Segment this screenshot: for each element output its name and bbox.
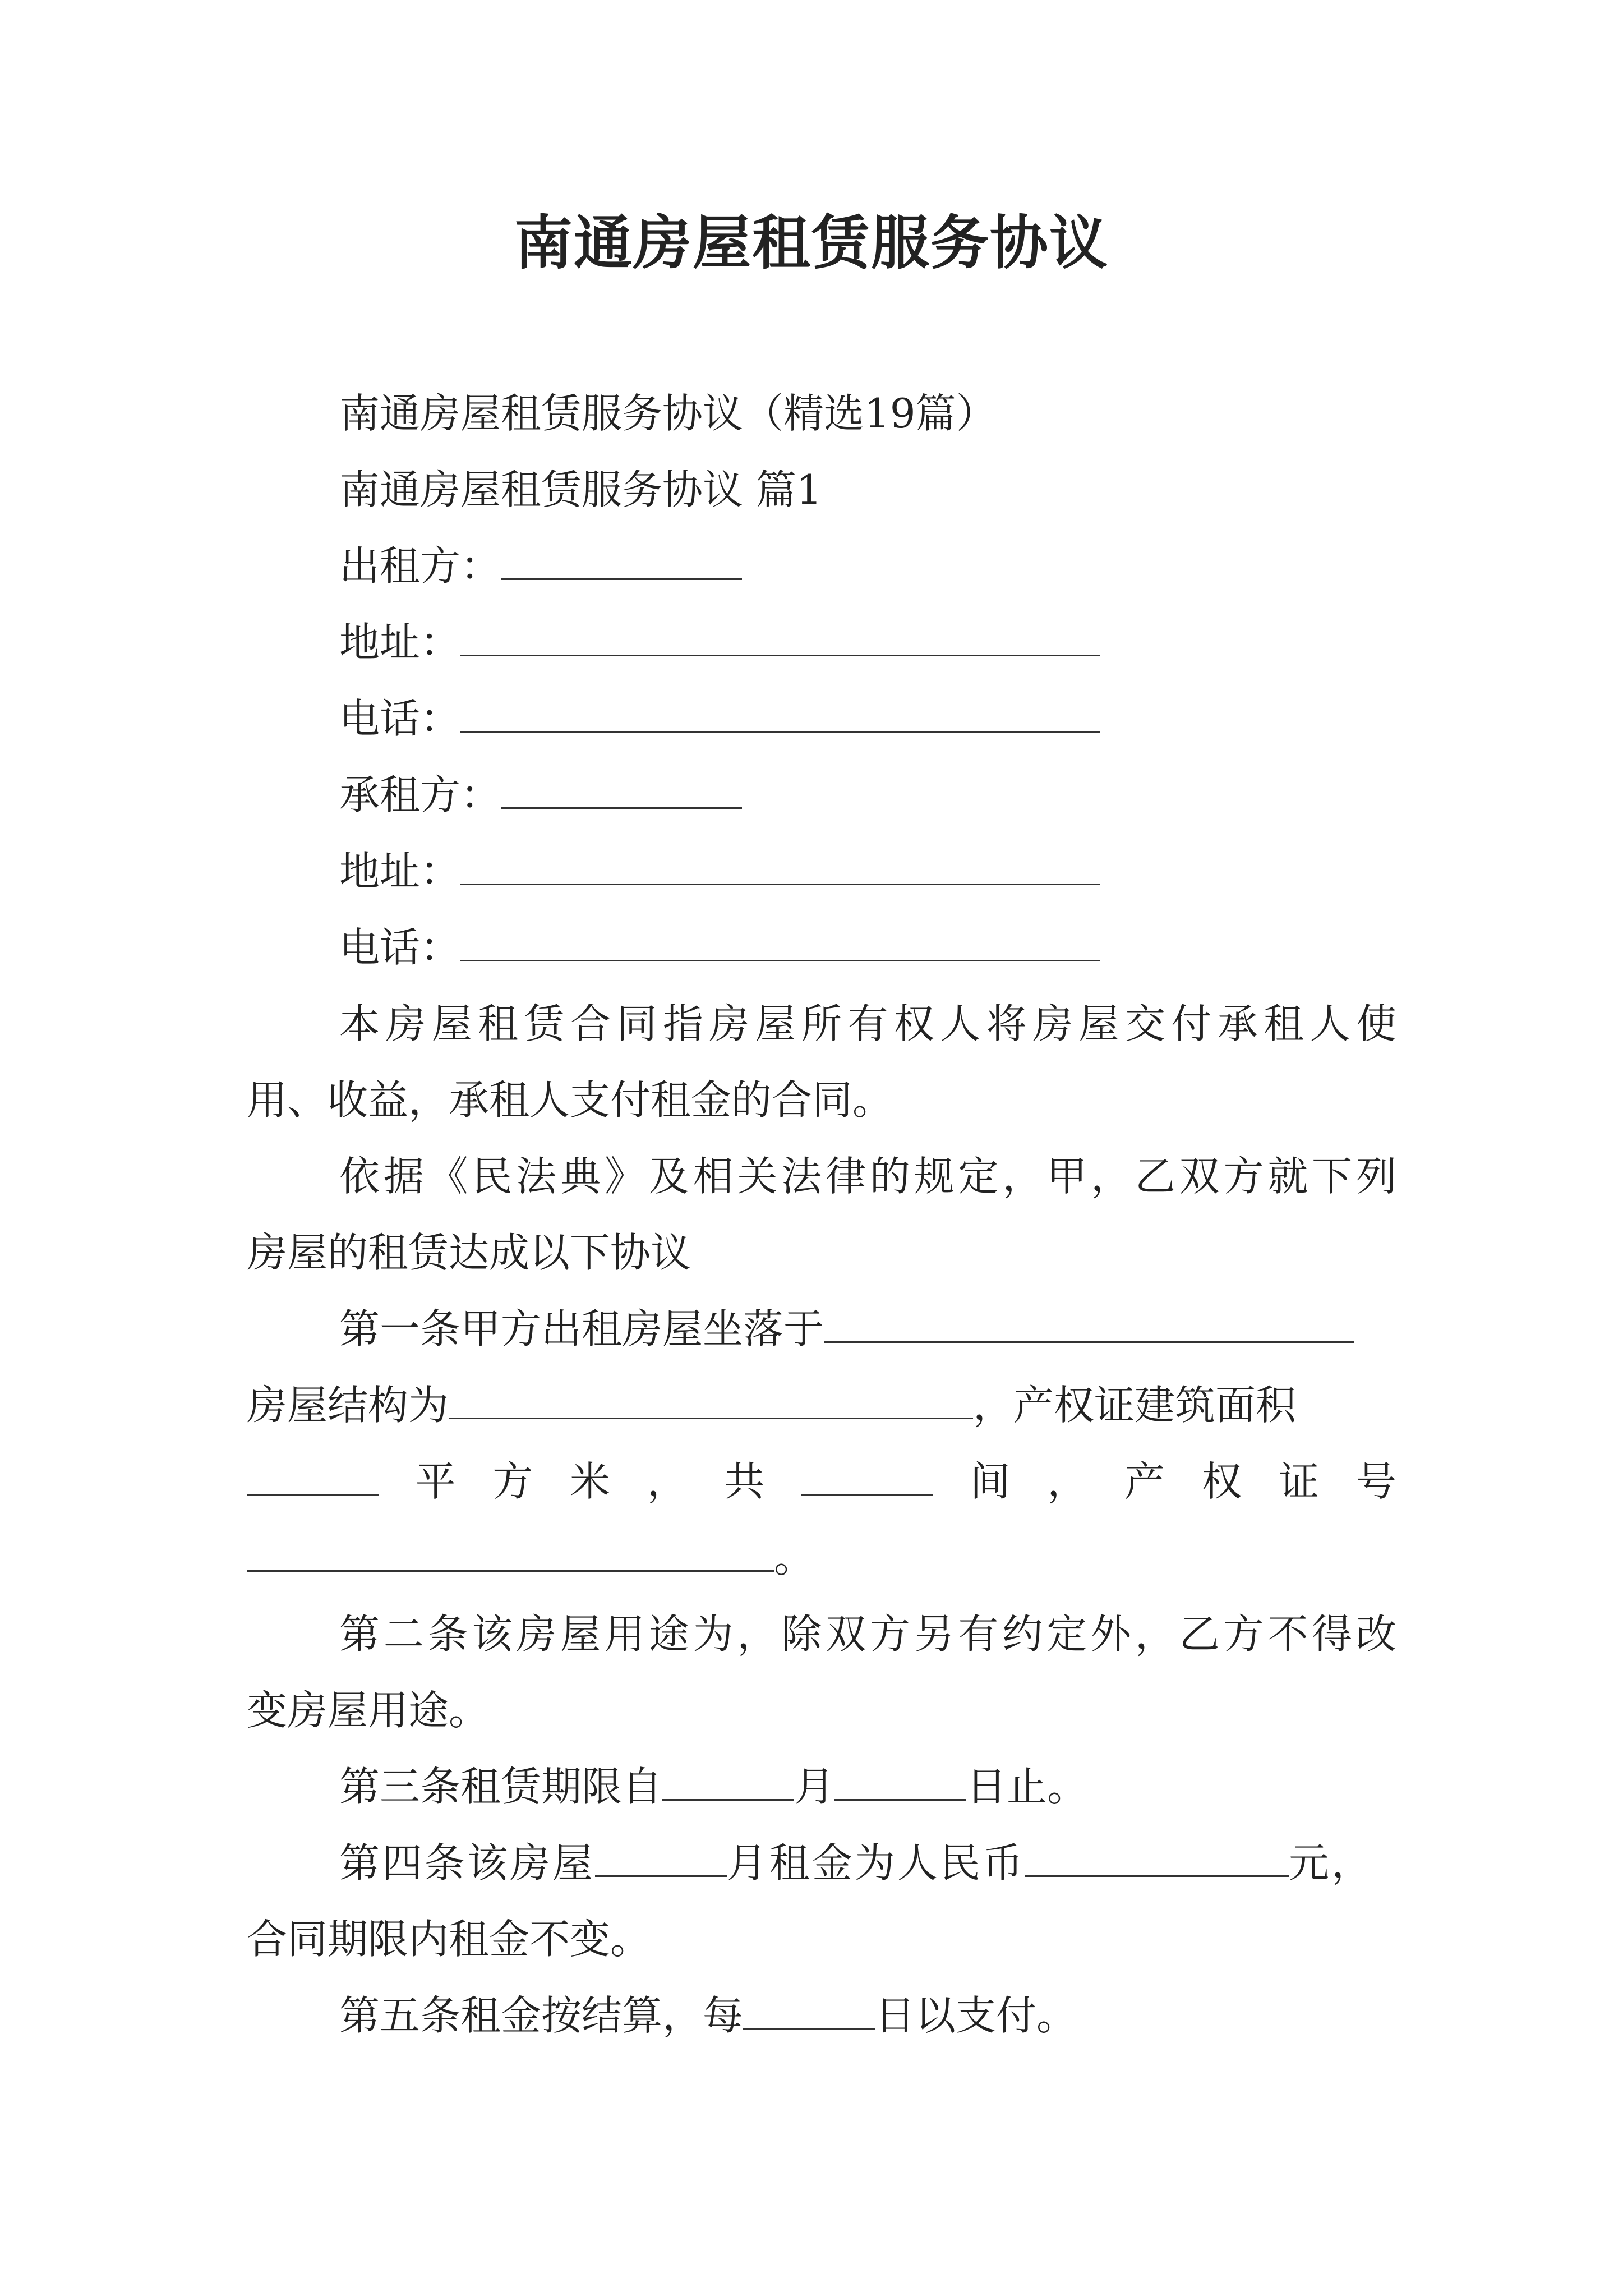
rent-amount-blank[interactable] xyxy=(1025,1836,1289,1877)
article-5 xyxy=(339,1977,1396,2054)
article-3-text: 第三条租赁期限自 xyxy=(339,1763,663,1810)
location-blank[interactable] xyxy=(824,1302,1354,1343)
article-2-line-2: 变房屋用途。 xyxy=(247,1687,490,1734)
day-end-label: 日止。 xyxy=(966,1763,1088,1810)
lessor-address-field xyxy=(339,604,1396,680)
yuan-label: 元， xyxy=(1289,1839,1375,1887)
subtitle: 南通房屋租赁服务协议（精选19篇） xyxy=(339,390,997,437)
area-word: 共 xyxy=(724,1458,765,1505)
structure-label: 房屋结构为 xyxy=(247,1382,449,1429)
area-blank[interactable] xyxy=(247,1455,379,1496)
lessor-blank[interactable] xyxy=(501,539,742,580)
lessee-field xyxy=(339,757,1396,833)
area-word: 号 xyxy=(1355,1458,1396,1505)
article-1-line-4 xyxy=(247,1520,1396,1596)
lessor-address-label: 地址： xyxy=(339,619,461,666)
lessee-address-field xyxy=(339,833,1396,909)
area-word: ， xyxy=(1047,1458,1088,1505)
area-word: 产 xyxy=(1124,1458,1165,1505)
lessor-phone-field xyxy=(339,680,1396,757)
area-word: 证 xyxy=(1279,1458,1320,1505)
lessee-blank[interactable] xyxy=(501,768,742,809)
lessee-address-blank[interactable] xyxy=(460,844,1100,885)
intro-line-2: 用、收益，承租人支付租金的合同。 xyxy=(247,1076,893,1124)
area-word: 平 xyxy=(415,1458,456,1505)
payment-day-blank[interactable] xyxy=(743,1989,875,2030)
lessee-phone-label: 电话： xyxy=(339,924,461,971)
article-1-line-1 xyxy=(339,1291,1396,1367)
rooms-blank[interactable] xyxy=(801,1455,933,1496)
article-1-text: 第一条甲方出租房屋坐落于 xyxy=(339,1305,824,1352)
lessor-field xyxy=(339,528,1396,604)
article-4-line-2: 合同期限内租金不变。 xyxy=(247,1916,651,1963)
lessee-phone-blank[interactable] xyxy=(460,921,1100,961)
article-5-text: 第五条租金按结算，每 xyxy=(339,1992,744,2039)
lessor-address-blank[interactable] xyxy=(460,615,1100,656)
basis-line-2: 房屋的租赁达成以下协议 xyxy=(247,1229,691,1276)
article-4-line-1 xyxy=(339,1825,1396,1901)
rent-term-blank[interactable] xyxy=(595,1836,727,1877)
structure-blank[interactable] xyxy=(449,1378,973,1419)
month-label: 月 xyxy=(794,1763,835,1810)
article-4-text: 第四条该房屋 xyxy=(339,1839,596,1887)
lessee-address-label: 地址： xyxy=(339,848,461,895)
area-word: 权 xyxy=(1201,1458,1242,1505)
certificate-blank[interactable] xyxy=(247,1531,774,1572)
term-end-blank[interactable] xyxy=(834,1760,966,1801)
article-1-line-3 xyxy=(247,1443,1396,1520)
area-word: 米 xyxy=(569,1458,610,1505)
intro-line-1: 本房屋租赁合同指房屋所有权人将房屋交付承租人使 xyxy=(339,1000,1396,1047)
section-heading: 南通房屋租赁服务协议 篇1 xyxy=(339,466,822,513)
area-word: 间 xyxy=(970,1458,1011,1505)
lessee-phone-field xyxy=(339,909,1396,986)
basis-line-1: 依据《民法典》及相关法律的规定，甲，乙双方就下列 xyxy=(339,1153,1396,1200)
period-mark: 。 xyxy=(774,1534,815,1581)
lessor-phone-label: 电话： xyxy=(339,695,461,742)
term-start-blank[interactable] xyxy=(662,1760,794,1801)
article-1-line-2 xyxy=(247,1367,1396,1443)
area-word: ， xyxy=(647,1458,688,1505)
rent-label: 月租金为人民币 xyxy=(727,1839,1026,1887)
page-title: 南通房屋租赁服务协议 xyxy=(514,208,1109,277)
lessee-label: 承租方： xyxy=(339,771,501,818)
article-3 xyxy=(339,1749,1396,1825)
payment-label: 日以支付。 xyxy=(875,1992,1077,2039)
area-label: ，产权证建筑面积 xyxy=(973,1382,1297,1429)
lessor-label: 出租方： xyxy=(339,542,501,590)
lessor-phone-blank[interactable] xyxy=(460,692,1100,733)
article-2-line-1: 第二条该房屋用途为，除双方另有约定外，乙方不得改 xyxy=(339,1611,1396,1658)
area-word: 方 xyxy=(492,1458,533,1505)
